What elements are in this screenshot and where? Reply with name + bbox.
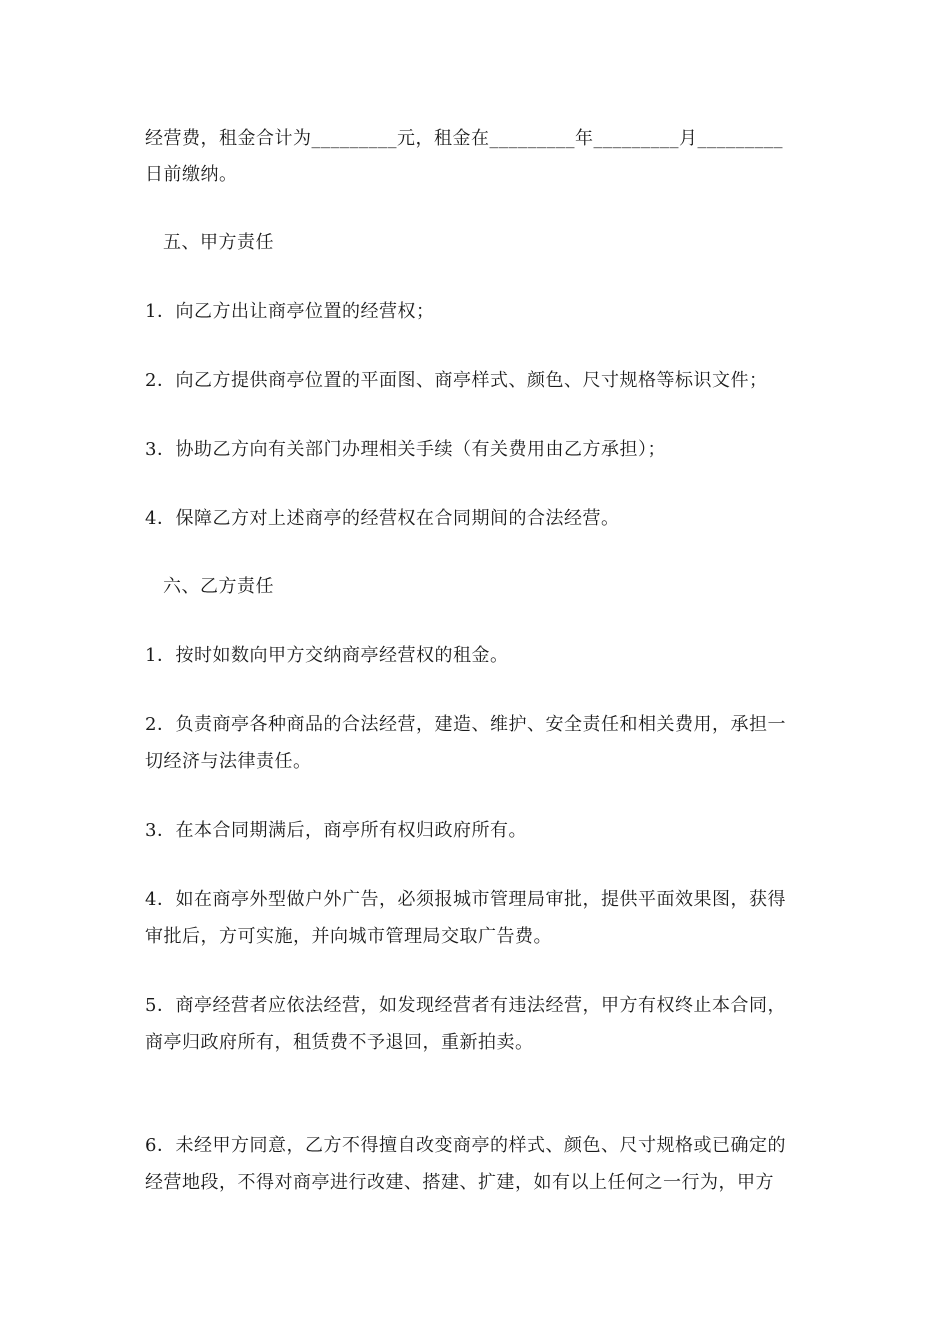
list-item: 3．协助乙方向有关部门办理相关手续（有关费用由乙方承担）； — [145, 439, 666, 460]
list-item-continuation: 商亭归政府所有，租赁费不予退回，重新拍卖。 — [145, 1032, 534, 1053]
list-item: 2．向乙方提供商亭位置的平面图、商亭样式、颜色、尺寸规格等标识文件； — [145, 370, 768, 391]
list-item: 6．未经甲方同意，乙方不得擅自改变商亭的样式、颜色、尺寸规格或已确定的 — [145, 1135, 786, 1156]
list-item: 4．保障乙方对上述商亭的经营权在合同期间的合法经营。 — [145, 508, 620, 529]
list-item-continuation: 切经济与法律责任。 — [145, 751, 312, 772]
list-item: 2．负责商亭各种商品的合法经营，建造、维护、安全责任和相关费用，承担一 — [145, 714, 786, 735]
list-item-continuation: 审批后，方可实施，并向城市管理局交取广告费。 — [145, 926, 552, 947]
list-item: 1．向乙方出让商亭位置的经营权； — [145, 301, 435, 322]
body-text-line: 日前缴纳。 — [145, 164, 238, 185]
list-item: 3．在本合同期满后，商亭所有权归政府所有。 — [145, 820, 527, 841]
list-item: 4．如在商亭外型做户外广告，必须报城市管理局审批，提供平面效果图，获得 — [145, 889, 786, 910]
body-text-line: 经营费，租金合计为_________元，租金在_________年_________月_________ — [145, 128, 783, 149]
list-item: 5．商亭经营者应依法经营，如发现经营者有违法经营，甲方有权终止本合同， — [145, 995, 786, 1016]
list-item: 1．按时如数向甲方交纳商亭经营权的租金。 — [145, 645, 509, 666]
list-item-continuation: 经营地段，不得对商亭进行改建、搭建、扩建，如有以上任何之一行为，甲方 — [145, 1172, 774, 1193]
section-heading: 五、甲方责任 — [163, 232, 274, 253]
section-heading: 六、乙方责任 — [163, 576, 274, 597]
